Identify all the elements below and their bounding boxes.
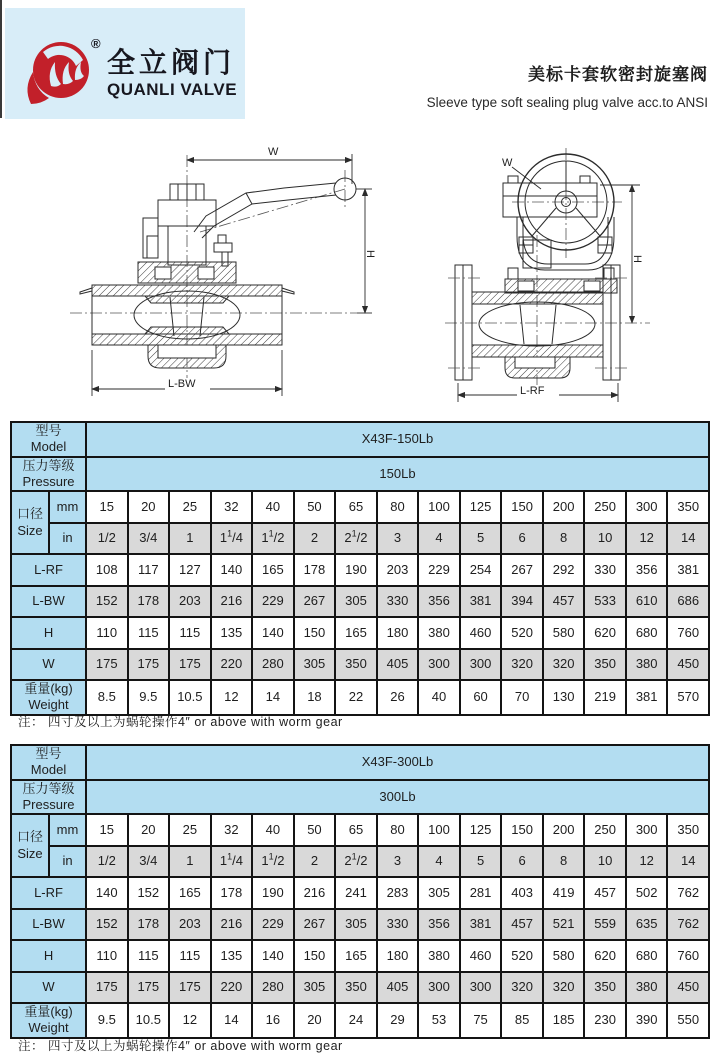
spec-cell: 305 (335, 586, 377, 618)
spec-cell: 110 (86, 940, 128, 972)
spec-cell: 12 (211, 680, 253, 715)
spec-cell: 70 (501, 680, 543, 715)
row-header: 型号 Model (11, 745, 86, 780)
spec-cell: 135 (211, 617, 253, 649)
spec-cell: 254 (460, 554, 502, 586)
spec-cell: 320 (543, 972, 585, 1004)
spec-cell: 53 (418, 1003, 460, 1038)
spec-cell: 165 (252, 554, 294, 586)
spec-cell: 330 (377, 586, 419, 618)
spec-cell: 300 (626, 491, 668, 523)
spec-cell: 610 (626, 586, 668, 618)
spec-cell: 680 (626, 940, 668, 972)
spec-cell: 130 (543, 680, 585, 715)
row-header: 口径 Size (11, 491, 49, 554)
row-header: mm (49, 491, 86, 523)
spec-cell: 330 (377, 909, 419, 941)
spec-cell: 381 (626, 680, 668, 715)
spec-cell: 26 (377, 680, 419, 715)
spec-cell: 250 (584, 814, 626, 846)
spec-cell: 32 (211, 491, 253, 523)
spec-cell: 300 (626, 814, 668, 846)
row-header: in (49, 846, 86, 878)
spec-cell: 280 (252, 972, 294, 1004)
spec-cell: 29 (377, 1003, 419, 1038)
spec-cell: 220 (211, 649, 253, 681)
spec-cell: 150 (501, 491, 543, 523)
spec-cell: 110 (86, 617, 128, 649)
spec-cell: 219 (584, 680, 626, 715)
spec-cell: 381 (667, 554, 709, 586)
spec-cell: 9.5 (86, 1003, 128, 1038)
spec-cell: 680 (626, 617, 668, 649)
spec-cell: 200 (543, 491, 585, 523)
spec-cell: 280 (252, 649, 294, 681)
spec-cell: 300 (460, 649, 502, 681)
spec-cell: 6 (501, 523, 543, 555)
spec-cell: 762 (667, 909, 709, 941)
spec-cell: 22 (335, 680, 377, 715)
right-dim-w-label: W (502, 157, 513, 169)
spec-cell: 267 (294, 586, 336, 618)
spec-cell: 292 (543, 554, 585, 586)
spec-cell: 150 (294, 617, 336, 649)
row-header: mm (49, 814, 86, 846)
spec-cell: $1^1/2$ (252, 846, 294, 878)
spec-cell: 40 (252, 491, 294, 523)
logo-panel (5, 8, 245, 119)
row-header: in (49, 523, 86, 555)
row-header: 重量(kg) Weight (11, 1003, 86, 1038)
spec-cell: 620 (584, 940, 626, 972)
spec-cell: 559 (584, 909, 626, 941)
spec-cell: 175 (169, 649, 211, 681)
spec-cell: 4 (418, 523, 460, 555)
spec-cell: 450 (667, 649, 709, 681)
spec-cell: 356 (626, 554, 668, 586)
spec-cell: 450 (667, 972, 709, 1004)
spec-cell: 305 (294, 972, 336, 1004)
spec-cell: 380 (626, 649, 668, 681)
spec-cell: 140 (211, 554, 253, 586)
spec-cell: 10 (584, 846, 626, 878)
spec-cell: 4 (418, 846, 460, 878)
spec-cell: 1 (169, 846, 211, 878)
spec-cell: 241 (335, 877, 377, 909)
spec-cell: 117 (128, 554, 170, 586)
spec-table-150lb (10, 421, 710, 716)
spec-cell: 185 (543, 1003, 585, 1038)
spec-cell: 115 (169, 940, 211, 972)
spec-cell: 178 (294, 554, 336, 586)
spec-cell: 520 (501, 940, 543, 972)
spec-cell: 60 (460, 680, 502, 715)
spec-cell: 140 (86, 877, 128, 909)
spec-cell: 180 (377, 940, 419, 972)
spec-cell: 390 (626, 1003, 668, 1038)
spec-cell: 25 (169, 491, 211, 523)
spec-cell: 1/2 (86, 523, 128, 555)
spec-cell: 25 (169, 814, 211, 846)
spec-cell: 75 (460, 1003, 502, 1038)
spec-cell: 175 (86, 972, 128, 1004)
registered-mark: ® (91, 36, 101, 51)
spec-cell: 760 (667, 617, 709, 649)
spec-cell: 305 (335, 909, 377, 941)
spec-cell: 50 (294, 814, 336, 846)
spec-cell: 457 (584, 877, 626, 909)
row-header: 压力等级 Pressure (11, 457, 86, 492)
left-dim-h-label: H (364, 250, 376, 258)
spec-cell: 5 (460, 523, 502, 555)
spec-cell: 140 (252, 940, 294, 972)
spec-cell: 216 (211, 586, 253, 618)
spec-cell: 220 (211, 972, 253, 1004)
model-value: X43F-150Lb (86, 422, 709, 457)
page-edge-line (0, 0, 2, 118)
spec-cell: 190 (252, 877, 294, 909)
spec-cell: 380 (418, 617, 460, 649)
spec-cell: 580 (543, 940, 585, 972)
spec-cell: 267 (294, 909, 336, 941)
spec-cell: 502 (626, 877, 668, 909)
spec-cell: 14 (252, 680, 294, 715)
spec-cell: 305 (418, 877, 460, 909)
spec-cell: 394 (501, 586, 543, 618)
spec-cell: 350 (584, 972, 626, 1004)
spec-cell: 10 (584, 523, 626, 555)
spec-cell: 10.5 (169, 680, 211, 715)
spec-cell: 65 (335, 491, 377, 523)
spec-cell: 350 (335, 972, 377, 1004)
model-value: X43F-300Lb (86, 745, 709, 780)
row-header: W (11, 972, 86, 1004)
spec-table (10, 421, 710, 716)
spec-cell: 533 (584, 586, 626, 618)
spec-cell: 320 (501, 649, 543, 681)
spec-cell: 20 (294, 1003, 336, 1038)
spec-cell: 108 (86, 554, 128, 586)
spec-cell: 12 (169, 1003, 211, 1038)
spec-cell: 8.5 (86, 680, 128, 715)
spec-cell: 152 (86, 586, 128, 618)
left-valve-drawing (70, 146, 376, 396)
spec-cell: 330 (584, 554, 626, 586)
spec-cell: 12 (626, 523, 668, 555)
spec-cell: 178 (128, 909, 170, 941)
page-title-en: Sleeve type soft sealing plug valve acc.to ANSI (426, 95, 708, 110)
spec-cell: 320 (501, 972, 543, 1004)
right-dim-h-label: H (631, 255, 643, 263)
spec-cell: 140 (252, 617, 294, 649)
spec-cell: 165 (335, 940, 377, 972)
spec-cell: 65 (335, 814, 377, 846)
spec-cell: 15 (86, 814, 128, 846)
spec-cell: 5 (460, 846, 502, 878)
spec-cell: 85 (501, 1003, 543, 1038)
spec-cell: 9.5 (128, 680, 170, 715)
spec-cell: 10.5 (128, 1003, 170, 1038)
spec-cell: 570 (667, 680, 709, 715)
row-header: L-RF (11, 554, 86, 586)
row-header: L-BW (11, 909, 86, 941)
spec-cell: 762 (667, 877, 709, 909)
spec-cell: 200 (543, 814, 585, 846)
spec-cell: $1^1/4$ (211, 846, 253, 878)
spec-cell: 15 (86, 491, 128, 523)
row-header: H (11, 617, 86, 649)
page-title-block (427, 60, 708, 110)
spec-cell: 1/2 (86, 846, 128, 878)
spec-cell: 175 (86, 649, 128, 681)
spec-cell: $2^1/2$ (335, 846, 377, 878)
spec-cell: 165 (169, 877, 211, 909)
spec-cell: 8 (543, 523, 585, 555)
spec-cell: 152 (128, 877, 170, 909)
spec-cell: 125 (460, 491, 502, 523)
spec-cell: 6 (501, 846, 543, 878)
spec-cell: 229 (252, 909, 294, 941)
spec-cell: 460 (460, 617, 502, 649)
spec-cell: 356 (418, 909, 460, 941)
spec-cell: 635 (626, 909, 668, 941)
row-header: L-RF (11, 877, 86, 909)
row-header: 重量(kg) Weight (11, 680, 86, 715)
spec-cell: 760 (667, 940, 709, 972)
spec-cell: 180 (377, 617, 419, 649)
spec-cell: 100 (418, 814, 460, 846)
spec-cell: 686 (667, 586, 709, 618)
right-dim-length-label: L-RF (520, 385, 545, 397)
spec-cell: 457 (543, 586, 585, 618)
right-valve-drawing (445, 148, 650, 402)
spec-cell: 190 (335, 554, 377, 586)
spec-cell: 3 (377, 523, 419, 555)
spec-cell: 115 (128, 617, 170, 649)
table-note-150lb: 注： 四寸及以上为蜗轮操作4″ or above with worm gear (18, 715, 343, 729)
spec-cell: 20 (128, 491, 170, 523)
row-header: 口径 Size (11, 814, 49, 877)
spec-cell: 135 (211, 940, 253, 972)
spec-cell: 125 (460, 814, 502, 846)
spec-cell: 3/4 (128, 846, 170, 878)
spec-cell: $2^1/2$ (335, 523, 377, 555)
page-title-cn: 美标卡套软密封旋塞阀 (528, 65, 708, 84)
row-header: L-BW (11, 586, 86, 618)
spec-cell: 380 (418, 940, 460, 972)
spec-cell: 380 (626, 972, 668, 1004)
left-dim-length-label: L-BW (168, 378, 196, 390)
spec-cell: 175 (128, 649, 170, 681)
spec-cell: 2 (294, 846, 336, 878)
spec-cell: 350 (667, 491, 709, 523)
pressure-value: 300Lb (86, 780, 709, 815)
spec-cell: 80 (377, 491, 419, 523)
spec-cell: 115 (128, 940, 170, 972)
spec-cell: 230 (584, 1003, 626, 1038)
spec-cell: 203 (169, 909, 211, 941)
spec-cell: 403 (501, 877, 543, 909)
spec-cell: 178 (128, 586, 170, 618)
spec-cell: 40 (418, 680, 460, 715)
spec-cell: 405 (377, 649, 419, 681)
spec-cell: 40 (252, 814, 294, 846)
spec-cell: 460 (460, 940, 502, 972)
spec-cell: 152 (86, 909, 128, 941)
spec-cell: 250 (584, 491, 626, 523)
spec-cell: $1^1/2$ (252, 523, 294, 555)
spec-cell: 150 (501, 814, 543, 846)
spec-cell: 175 (169, 972, 211, 1004)
spec-cell: 3/4 (128, 523, 170, 555)
spec-cell: 350 (667, 814, 709, 846)
spec-table (10, 744, 710, 1039)
spec-cell: 300 (418, 649, 460, 681)
row-header: 型号 Model (11, 422, 86, 457)
spec-cell: 3 (377, 846, 419, 878)
spec-cell: 356 (418, 586, 460, 618)
valve-drawings (0, 140, 720, 420)
spec-cell: 14 (667, 846, 709, 878)
spec-cell: 216 (211, 909, 253, 941)
spec-cell: 2 (294, 523, 336, 555)
quanli-logo-icon (21, 38, 97, 114)
spec-cell: 580 (543, 617, 585, 649)
spec-cell: 127 (169, 554, 211, 586)
row-header: H (11, 940, 86, 972)
spec-cell: 229 (252, 586, 294, 618)
spec-cell: 178 (211, 877, 253, 909)
spec-cell: 620 (584, 617, 626, 649)
spec-table-300lb (10, 744, 710, 1039)
spec-cell: 165 (335, 617, 377, 649)
spec-cell: 12 (626, 846, 668, 878)
brand-name-cn: 全立阀门 (107, 47, 236, 78)
spec-cell: 350 (335, 649, 377, 681)
spec-cell: 50 (294, 491, 336, 523)
row-header: 压力等级 Pressure (11, 780, 86, 815)
spec-cell: 267 (501, 554, 543, 586)
spec-cell: 283 (377, 877, 419, 909)
spec-cell: 550 (667, 1003, 709, 1038)
spec-cell: 100 (418, 491, 460, 523)
spec-cell: 281 (460, 877, 502, 909)
spec-cell: 14 (211, 1003, 253, 1038)
spec-cell: 24 (335, 1003, 377, 1038)
spec-cell: 320 (543, 649, 585, 681)
spec-cell: 419 (543, 877, 585, 909)
spec-cell: 203 (377, 554, 419, 586)
spec-cell: 216 (294, 877, 336, 909)
spec-cell: 150 (294, 940, 336, 972)
spec-cell: 1 (169, 523, 211, 555)
spec-cell: 350 (584, 649, 626, 681)
spec-cell: 175 (128, 972, 170, 1004)
spec-cell: 521 (543, 909, 585, 941)
spec-cell: $1^1/4$ (211, 523, 253, 555)
table-note-300lb: 注： 四寸及以上为蜗轮操作4″ or above with worm gear (18, 1039, 343, 1053)
spec-cell: 115 (169, 617, 211, 649)
pressure-value: 150Lb (86, 457, 709, 492)
spec-cell: 80 (377, 814, 419, 846)
row-header: W (11, 649, 86, 681)
spec-cell: 300 (460, 972, 502, 1004)
spec-cell: 305 (294, 649, 336, 681)
spec-cell: 18 (294, 680, 336, 715)
spec-cell: 16 (252, 1003, 294, 1038)
brand-name-en: QUANLI VALVE (107, 80, 238, 100)
left-dim-w-label: W (268, 146, 279, 158)
spec-cell: 381 (460, 586, 502, 618)
spec-cell: 8 (543, 846, 585, 878)
spec-cell: 300 (418, 972, 460, 1004)
spec-cell: 381 (460, 909, 502, 941)
spec-cell: 457 (501, 909, 543, 941)
spec-cell: 520 (501, 617, 543, 649)
spec-cell: 32 (211, 814, 253, 846)
spec-cell: 405 (377, 972, 419, 1004)
spec-cell: 20 (128, 814, 170, 846)
spec-cell: 14 (667, 523, 709, 555)
spec-cell: 203 (169, 586, 211, 618)
spec-cell: 229 (418, 554, 460, 586)
